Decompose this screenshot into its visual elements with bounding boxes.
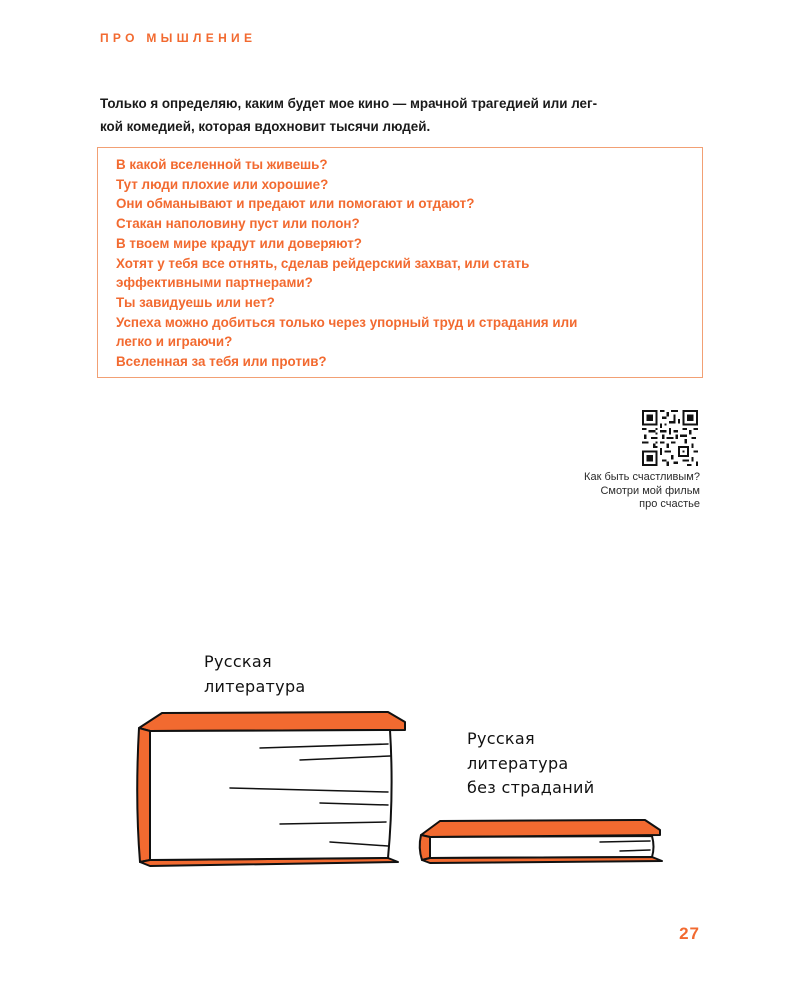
small-book-bottom-cover	[422, 857, 662, 863]
intro-line: кой комедией, которая вдохновит тысячи людей.	[100, 119, 431, 134]
big-book-label-line: Русская	[204, 652, 272, 671]
question-line: Успеха можно добиться только через упорный труд и страдания или	[116, 314, 578, 330]
small-book-label-line: литература	[467, 753, 569, 773]
big-book-top-cover	[139, 712, 405, 731]
small-book	[420, 820, 662, 863]
small-book-label-line: Русская	[467, 729, 535, 748]
question-line: В какой вселенной ты живешь?	[116, 157, 328, 172]
question-line: Стакан наполовину пуст или полон?	[116, 216, 360, 232]
qr-caption-line: Смотри мой фильм	[600, 484, 700, 497]
small-book-pages	[430, 836, 654, 858]
small-book-spine	[420, 835, 430, 860]
qr-caption-line: про счастье	[639, 498, 700, 511]
question-line: Вселенная за тебя или против?	[116, 354, 327, 370]
big-book-pages	[150, 730, 392, 860]
question-line: Тут люди плохие или хорошие?	[116, 176, 329, 192]
page-number: 27	[679, 924, 700, 943]
question-line: В твоем мире крадут или доверяют?	[116, 235, 362, 251]
question-line: Они обманывают и предают или помогают и отдают?	[116, 196, 475, 212]
small-book-top-cover	[421, 820, 660, 837]
question-line: легко и играючи?	[116, 334, 233, 350]
intro-line: Только я определяю, каким будет мое кино — мрачной трагедией или лег-	[100, 96, 598, 111]
small-book-label-line: без страданий	[467, 778, 595, 797]
question-line: Ты завидуешь или нет?	[116, 294, 275, 310]
big-book-label-line: литература	[204, 676, 306, 696]
big-book-spine	[137, 728, 150, 862]
question-line: эффективными партнерами?	[116, 275, 313, 291]
question-line: Хотят у тебя все отнять, сделав рейдерский захват, или стать	[116, 255, 530, 271]
big-book	[137, 712, 405, 866]
section-title: ПРО МЫШЛЕНИЕ	[100, 31, 257, 45]
qr-caption-line: Как быть счастливым?	[584, 471, 700, 483]
